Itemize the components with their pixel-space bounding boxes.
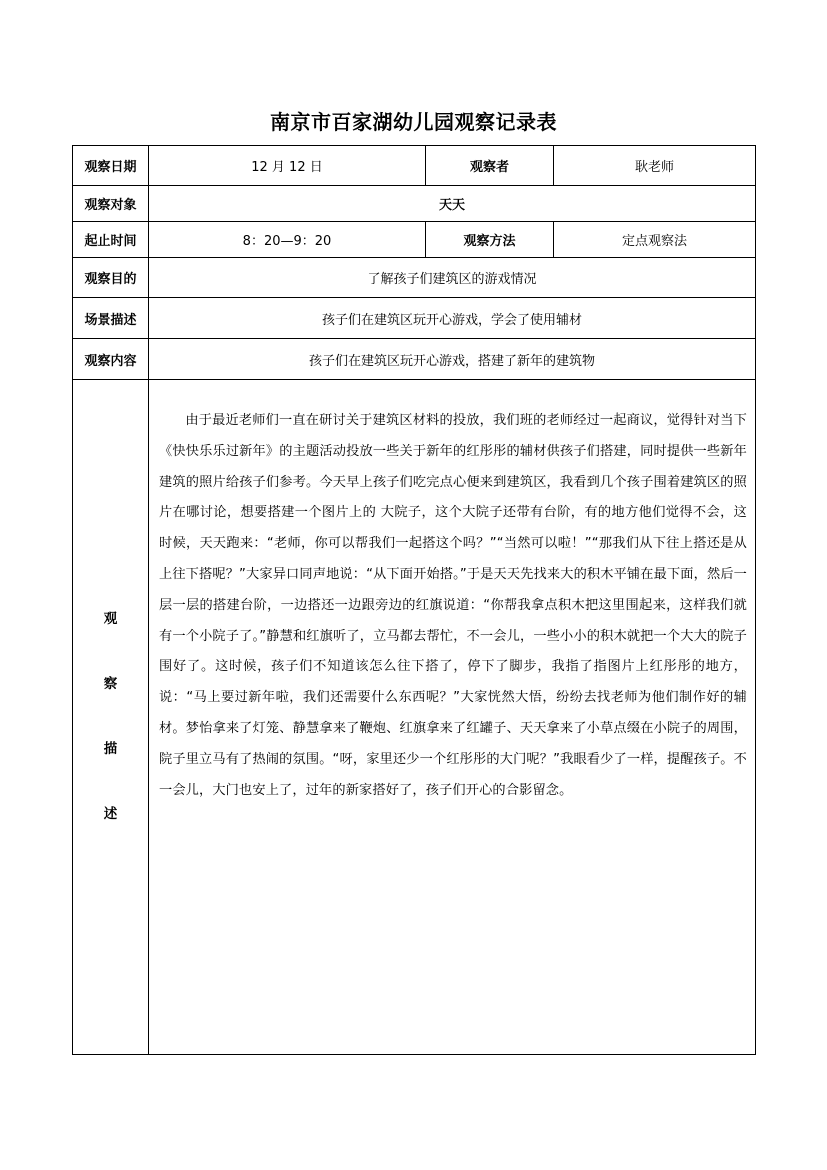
description-label-char: 描	[103, 741, 118, 757]
document-title: 南京市百家湖幼儿园观察记录表	[270, 110, 557, 134]
row-scene	[73, 298, 756, 339]
row-time	[73, 222, 756, 258]
description-content	[149, 380, 756, 1055]
content-value: 孩子们在建筑区玩开心游戏，搭建了新年的建筑物	[149, 339, 756, 380]
description-label-char: 察	[103, 676, 118, 692]
row-purpose	[73, 258, 756, 298]
purpose-value: 了解孩子们建筑区的游戏情况	[149, 258, 756, 298]
observer-value: 耿老师	[554, 146, 756, 186]
time-label: 起止时间	[73, 222, 149, 258]
description-text: 由于最近老师们一直在研讨关于建筑区材料的投放，我们班的老师经过一起商议，觉得针对当下《快快乐乐过新年》的主题活动投放一些关于新年的红彤彤的辅材供孩子们搭建，同时提供一些新年建筑的照片给孩子们参考。今天早上孩子们吃完点心便来到建筑区，我看到几个孩子围着建筑区的照片在哪讨论，想要搭建一个图片上的 大院子，这个大院子还带有台阶，有的地方他们觉得不会，这时候，天天跑来：“老师，你可以帮我们一起搭这个吗？”“当然可以啦！”“那我们从下往上搭还是从上往下搭呢？”大家异口同声地说：“从下面开始搭。”于是天天先找来大的积木平铺在最下面，然后一层一层的搭建台阶，一边搭还一边跟旁边的红旗说道：“你帮我拿点积木把这里围起来，这样我们就有一个小院子了。”静慧和红旗听了，立马都去帮忙，不一会儿，一些小小的积木就把一个大大的院子围好了。这时候，孩子们不知道该怎么往下搭了，停下了脚步，我指了指图片上红彤彤的地方，说：“马上要过新年啦，我们还需要什么东西呢？”大家恍然大悟，纷纷去找老师为他们制作好的辅材。梦怡拿来了灯笼、静慧拿来了鞭炮、红旗拿来了红罐子、天天拿来了小草点缀在小院子的周围，院子里立马有了热闹的氛围。“呀，家里还少一个红彤彤的大门呢？”我眼看少了一样，提醒孩子。不一会儿，大门也安上了，过年的新家搭好了，孩子们开心的合影留念。	[159, 413, 747, 798]
observer-label: 观察者	[426, 146, 554, 186]
content-label: 观察内容	[73, 339, 149, 380]
time-value: 8：20—9：20	[149, 222, 426, 258]
date-value: 12 月 12 日	[149, 146, 426, 186]
description-label-char: 述	[103, 806, 118, 822]
scene-label: 场景描述	[73, 298, 149, 339]
row-description	[73, 380, 756, 1055]
subject-label: 观察对象	[73, 186, 149, 222]
date-label: 观察日期	[73, 146, 149, 186]
row-content	[73, 339, 756, 380]
method-value: 定点观察法	[554, 222, 756, 258]
subject-value: 天天	[149, 186, 756, 222]
row-date	[73, 146, 756, 186]
purpose-label: 观察目的	[73, 258, 149, 298]
row-subject	[73, 186, 756, 222]
description-label-char: 观	[103, 611, 118, 627]
method-label: 观察方法	[426, 222, 554, 258]
observation-record-table	[72, 145, 756, 1055]
description-label	[73, 380, 149, 1055]
scene-value: 孩子们在建筑区玩开心游戏，学会了使用辅材	[149, 298, 756, 339]
